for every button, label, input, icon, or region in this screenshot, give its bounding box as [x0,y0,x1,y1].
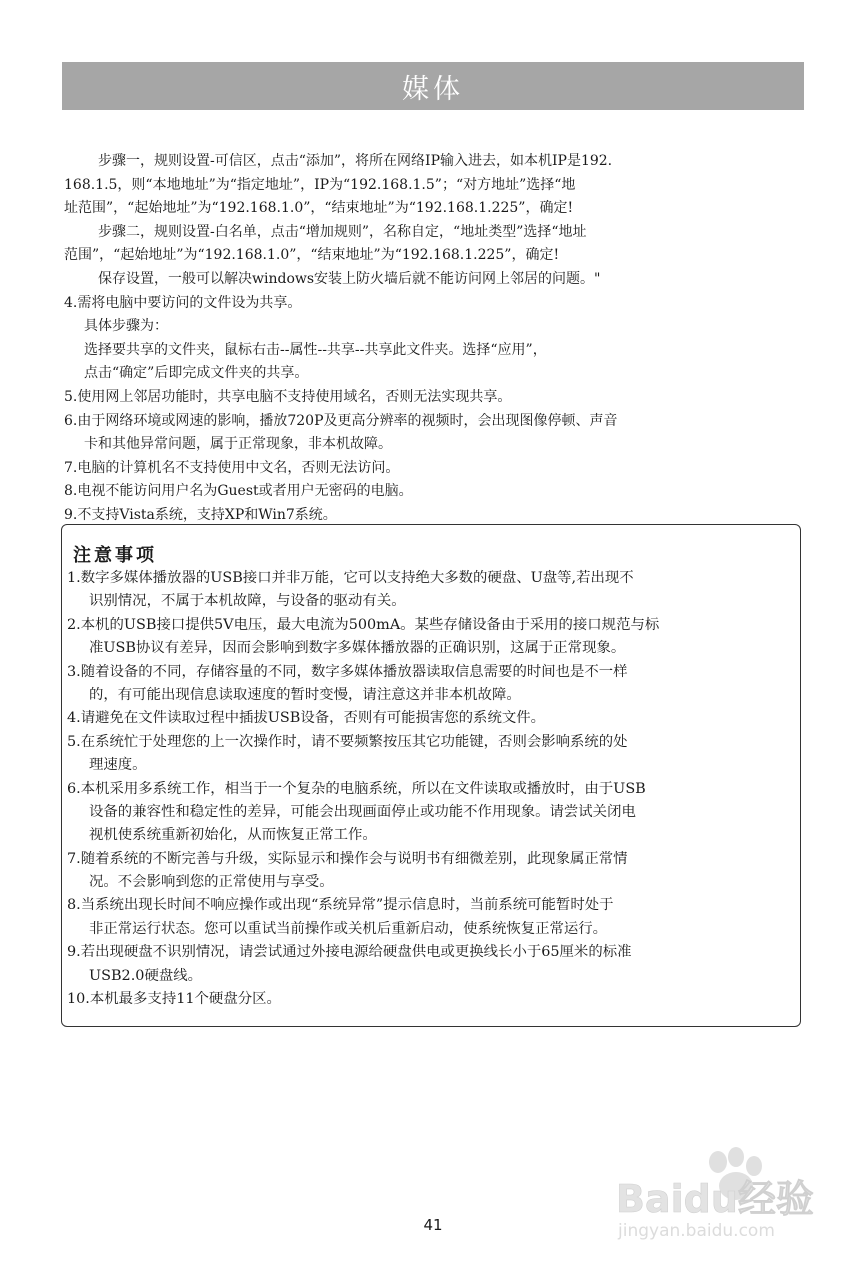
body-line: 址范围”，“起始地址”为“192.168.1.0”，“结束地址”为“192.168.1.225”，确定! [64,200,574,217]
notice-list [67,567,797,1011]
body-line: 7.电脑的计算机名不支持使用中文名，否则无法访问。 [64,459,400,476]
body-line: 8.电视不能访问用户名为Guest或者用户无密码的电脑。 [64,483,413,500]
section-header [62,62,804,110]
section-title: 媒体 [402,73,464,105]
notice-line: 的，有可能出现信息读取速度的暂时变慢，请注意这并非本机故障。 [89,686,521,703]
body-line: 5.使用网上邻居功能时，共享电脑不支持使用域名，否则无法实现共享。 [64,388,512,405]
notice-line: 2.本机的USB接口提供5V电压，最大电流为500mA。某些存储设备由于采用的接口规范与标 [67,616,660,633]
notice-line: 视机使系统重新初始化，从而恢复正常工作。 [89,827,377,844]
notice-line: 况。不会影响到您的正常使用与享受。 [89,874,334,891]
notice-line: 7.随着系统的不断完善与升级，实际显示和操作会与说明书有细微差别，此现象属正常情 [67,850,628,867]
body-line: 卡和其他异常问题，属于正常现象，非本机故障。 [84,436,392,453]
notice-box [61,524,801,1027]
notice-line: 10.本机最多支持11个硬盘分区。 [67,991,281,1008]
body-line: 4.需将电脑中要访问的文件设为共享。 [64,294,302,311]
body-line: 具体步骤为： [84,318,168,335]
notice-line: 1.数字多媒体播放器的USB接口并非万能，它可以支持绝大多数的硬盘、U盘等,若出现不 [67,570,634,586]
notice-line: USB2.0硬盘线。 [89,967,203,984]
watermark-url: jingyan.baidu.com [618,1221,775,1241]
body-text [64,150,764,528]
body-line: 步骤二，规则设置-白名单，点击“增加规则”，名称自定，“地址类型”选择“地址 [98,223,587,240]
notice-line: 非正常运行状态。您可以重试当前操作或关机后重新启动，使系统恢复正常运行。 [89,920,608,937]
body-line: 范围”，“起始地址”为“192.168.1.0”，“结束地址”为“192.168.1.225”，确定! [64,247,560,264]
notice-line: 6.本机采用多系统工作，相当于一个复杂的电脑系统，所以在文件读取或播放时，由于USB [67,780,646,797]
body-line: 保存设置，一般可以解决windows安装上防火墙后就不能访问网上邻居的问题。" [98,270,601,287]
body-line: 点击“确定”后即完成文件夹的共享。 [84,365,309,382]
notice-line: 准USB协议有差异，因而会影响到数字多媒体播放器的正确识别，这属于正常现象。 [89,640,626,657]
notice-title: 注意事项 [73,545,157,566]
notice-line: 识别情况，不属于本机故障，与设备的驱动有关。 [89,593,406,610]
body-line: 步骤一，规则设置-可信区，点击“添加”，将所在网络IP输入进去，如本机IP是192. [98,153,613,169]
body-line: 选择要共享的文件夹，鼠标右击--属性--共享--共享此文件夹。选择“应用”， [84,341,547,358]
body-line: 6.由于网络环境或网速的影响，播放720P及更高分辨率的视频时，会出现图像停顿、声音 [64,412,618,429]
notice-line: 9.若出现硬盘不识别情况，请尝试通过外接电源给硬盘供电或更换线长小于65厘米的标准 [67,944,632,961]
notice-line: 3.随着设备的不同，存储容量的不同，数字多媒体播放器读取信息需要的时间也是不一样 [67,663,628,680]
body-line: 9.不支持Vista系统，支持XP和Win7系统。 [64,506,337,523]
body-line: 168.1.5，则“本地地址”为“指定地址”，IP为“192.168.1.5”；“对方地址”选择“地 [64,176,576,193]
page-number: 41 [423,1216,443,1234]
notice-line: 理速度。 [89,757,147,774]
watermark-brand: Baidu经验 [616,1177,814,1221]
notice-line: 8.当系统出现长时间不响应操作或出现“系统异常”提示信息时，当前系统可能暂时处于 [67,897,614,914]
notice-line: 4.请避免在文件读取过程中插拔USB设备，否则有可能损害您的系统文件。 [67,710,546,727]
notice-line: 5.在系统忙于处理您的上一次操作时，请不要频繁按压其它功能键，否则会影响系统的处 [67,733,628,750]
notice-line: 设备的兼容性和稳定性的差异，可能会出现画面停止或功能不作用现象。请尝试关闭电 [89,803,636,820]
